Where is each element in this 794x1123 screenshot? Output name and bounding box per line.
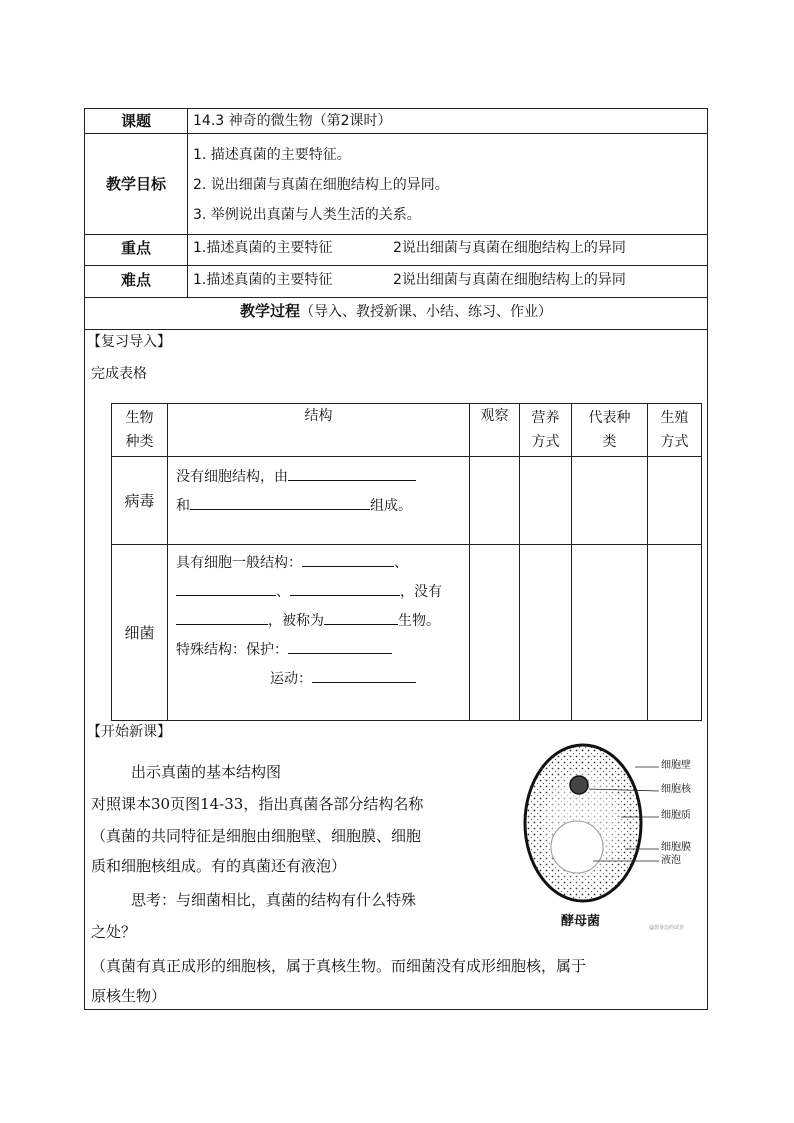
newlesson-heading: 【开始新课】	[87, 724, 171, 740]
newlesson-paragraph-2: 对照课本30页图14-33，指出真菌各部分结构名称	[91, 795, 424, 813]
bacteria-line-1: 具有细胞一般结构： 、	[176, 549, 461, 578]
diagram-label-nucleus: 细胞核	[661, 784, 691, 795]
goals-label: 教学目标	[105, 175, 166, 193]
key-point-b: 2说出细菌与真菌在细胞结构上的异同	[393, 240, 626, 256]
topic-label: 课题	[120, 112, 151, 130]
row-divider	[85, 329, 707, 330]
diagram-label-cytoplasm: 细胞质	[661, 810, 691, 821]
row-bacteria-observe[interactable]	[470, 545, 520, 721]
row-divider	[85, 265, 707, 266]
col-header-examples: 代表种类	[572, 404, 648, 457]
review-instruction: 完成表格	[91, 366, 147, 382]
process-heading	[85, 302, 707, 321]
blank[interactable]	[312, 668, 416, 683]
bacteria-line-2: 、 ，没有	[176, 578, 461, 607]
row-divider	[85, 234, 707, 235]
row-virus-reproduction[interactable]	[648, 457, 702, 545]
topic-value: 14.3 神奇的微生物（第2课时）	[193, 113, 392, 129]
row-virus-observe[interactable]	[470, 457, 520, 545]
lesson-plan-sheet	[84, 108, 708, 1010]
col-header-structure: 结构	[168, 404, 470, 457]
diagram-label-cell-wall: 细胞壁	[661, 760, 691, 771]
review-heading: 【复习导入】	[87, 334, 171, 350]
row-divider	[85, 297, 707, 298]
row-bacteria-reproduction[interactable]	[648, 545, 702, 721]
key-label: 重点	[120, 239, 151, 257]
newlesson-paragraph-4a: 思考：与细菌相比，真菌的结构有什么特殊	[131, 891, 417, 909]
blank[interactable]	[176, 581, 276, 596]
row-bacteria-nutrition[interactable]	[520, 545, 572, 721]
goal-item: 2. 说出细菌与真菌在细胞结构上的异同。	[193, 177, 449, 193]
yeast-diagram	[521, 737, 703, 939]
newlesson-paragraph-3a: （真菌的共同特征是细胞由细胞壁、细胞膜、细胞	[91, 827, 422, 845]
goal-item: 1. 描述真菌的主要特征。	[193, 147, 351, 163]
blank[interactable]	[302, 552, 394, 567]
col-header-nutrition: 营养方式	[520, 404, 572, 457]
goal-item: 3. 举例说出真菌与人类生活的关系。	[193, 207, 421, 223]
blank[interactable]	[190, 495, 370, 510]
row-virus-nutrition[interactable]	[520, 457, 572, 545]
newlesson-paragraph-1: 出示真菌的基本结构图	[131, 763, 282, 781]
review-table	[111, 403, 701, 721]
diagram-watermark: @您身边的试卷	[649, 925, 685, 931]
process-heading-rest: （导入、教授新课、小结、练习、作业）	[300, 304, 552, 320]
vacuole-shape	[551, 821, 603, 873]
blank[interactable]	[176, 610, 268, 625]
newlesson-paragraph-5b: 原核生物）	[91, 987, 167, 1005]
bacteria-line-4: 特殊结构：保护：	[176, 636, 461, 665]
diagram-label-membrane: 细胞膜	[661, 842, 691, 853]
blank[interactable]	[288, 466, 416, 481]
newlesson-paragraph-4b: 之处？	[91, 923, 137, 941]
bacteria-line-5: 运动：	[176, 665, 461, 694]
row-virus-examples[interactable]	[572, 457, 648, 545]
virus-line-2: 和 组成。	[176, 492, 461, 521]
blank[interactable]	[288, 639, 392, 654]
newlesson-paragraph-3b: 质和细胞核组成。有的真菌还有液泡）	[91, 857, 347, 875]
diagram-title: 酵母菌	[561, 914, 601, 929]
row-virus-structure	[168, 457, 470, 545]
key-point-a: 1.描述真菌的主要特征	[193, 240, 333, 256]
process-heading-bold: 教学过程	[239, 302, 300, 320]
difficulty-point-a: 1.描述真菌的主要特征	[193, 272, 333, 288]
bacteria-line-3: ，被称为 生物。	[176, 607, 461, 636]
row-divider	[85, 133, 707, 134]
diagram-label-vacuole: 液泡	[661, 855, 681, 866]
column-divider	[187, 109, 188, 297]
difficulty-point-b: 2说出细菌与真菌在细胞结构上的异同	[393, 272, 626, 288]
blank[interactable]	[290, 581, 400, 596]
row-virus-name: 病毒	[112, 457, 168, 545]
newlesson-paragraph-5a: （真菌有真正成形的细胞核，属于真核生物。而细菌没有成形细胞核，属于	[91, 957, 587, 975]
row-bacteria-name: 细菌	[112, 545, 168, 721]
col-header-type: 生物种类	[112, 404, 168, 457]
virus-line-1: 没有细胞结构，由	[176, 463, 461, 492]
row-bacteria-structure	[168, 545, 470, 721]
difficulty-label: 难点	[120, 271, 151, 289]
col-header-observe: 观察	[470, 404, 520, 457]
col-header-reproduction: 生殖方式	[648, 404, 702, 457]
blank[interactable]	[324, 610, 398, 625]
row-bacteria-examples[interactable]	[572, 545, 648, 721]
nucleus-shape	[570, 776, 588, 794]
